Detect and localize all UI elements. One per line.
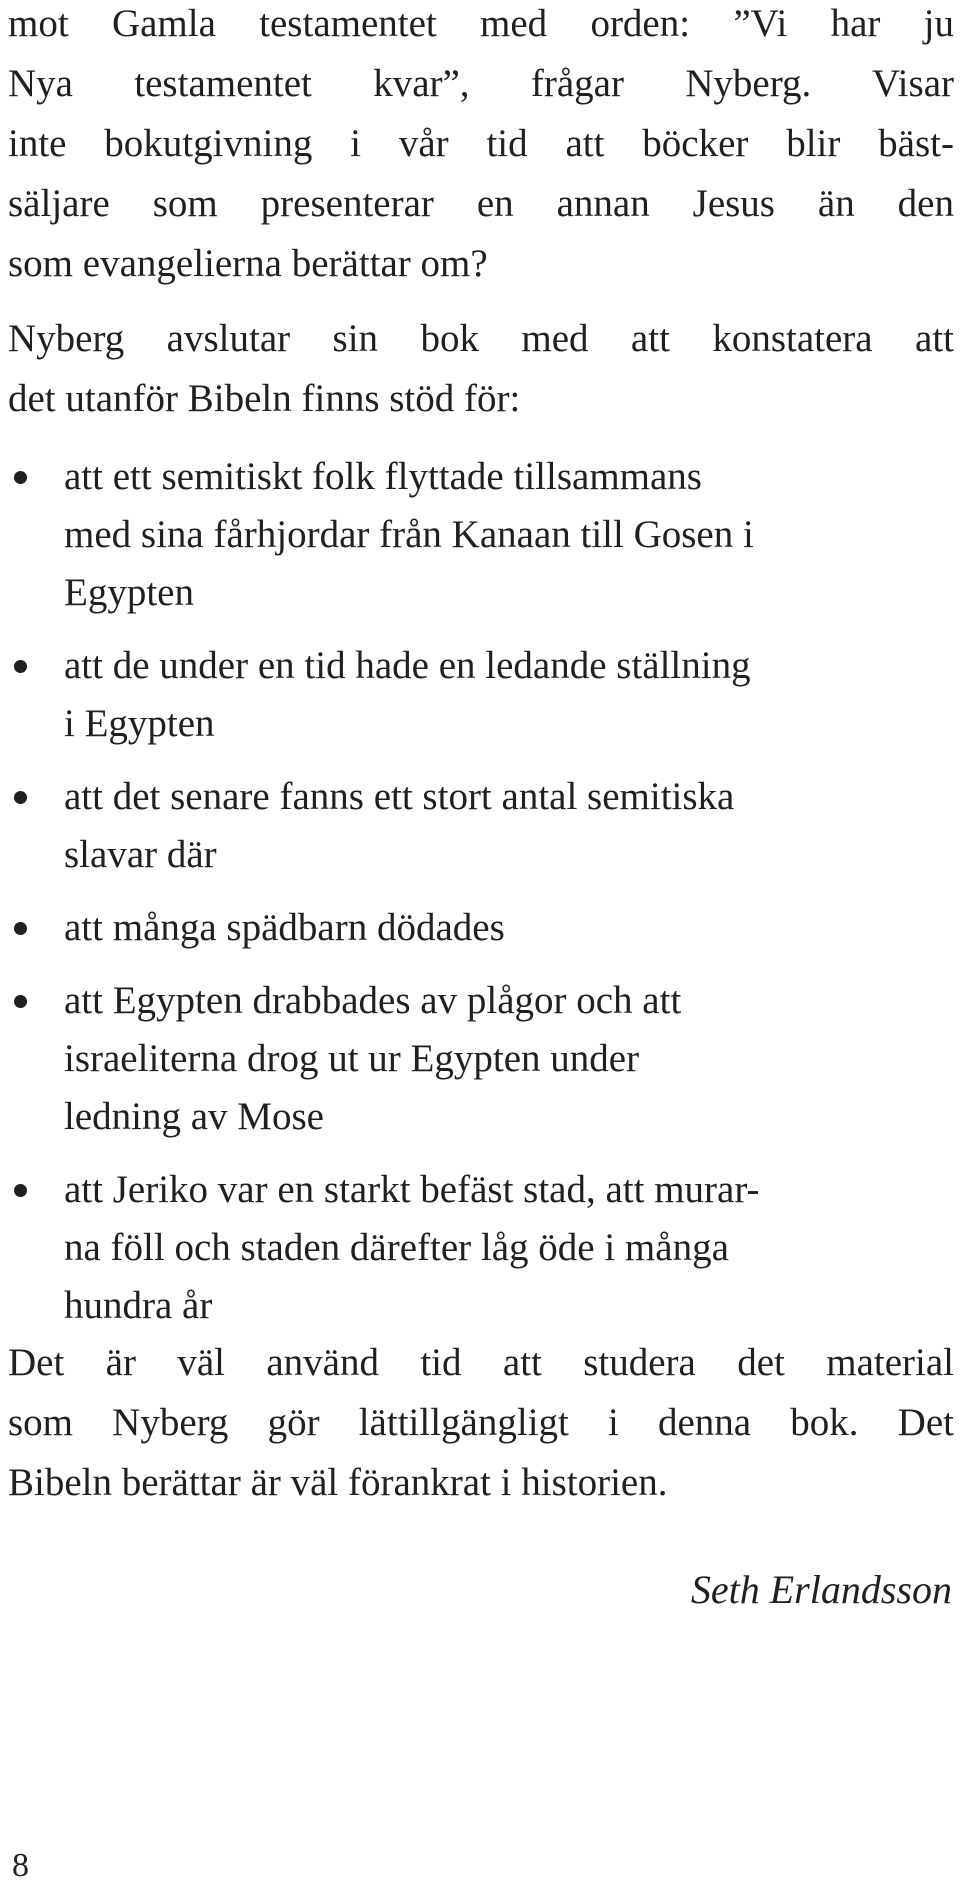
text-line: i Egypten bbox=[64, 702, 215, 745]
text-line: ledning av Mose bbox=[64, 1095, 324, 1138]
author-signature: Seth Erlandsson bbox=[690, 1567, 952, 1612]
intro-paragraph bbox=[8, 0, 954, 294]
text-line: med sina fårhjordar från Kanaan till Gosen i bbox=[64, 513, 754, 556]
text-line: mot Gamla testamentet med orden: ”Vi har ju bbox=[8, 2, 954, 45]
text-line: att Jeriko var en starkt befäst stad, att murar- bbox=[64, 1168, 760, 1211]
list-item bbox=[8, 768, 954, 884]
bullet-icon bbox=[14, 660, 27, 673]
bullet-icon bbox=[14, 995, 27, 1008]
text-line: att det senare fanns ett stort antal semitiska bbox=[64, 775, 735, 818]
text-line: som Nyberg gör lättillgängligt i denna bok. Det bbox=[8, 1401, 954, 1444]
text-line: slavar där bbox=[64, 833, 217, 876]
list-item bbox=[8, 637, 954, 753]
text-line: att de under en tid hade en ledande ställning bbox=[64, 644, 751, 687]
text-line: inte bokutgivning i vår tid att böcker blir bäst- bbox=[8, 122, 954, 165]
bullet-icon bbox=[14, 471, 27, 484]
text-line: na föll och staden därefter låg öde i många bbox=[64, 1226, 729, 1269]
text-line: israeliterna drog ut ur Egypten under bbox=[64, 1037, 640, 1080]
evidence-bullet-list bbox=[8, 448, 954, 1335]
text-line: Nya testamentet kvar”, frågar Nyberg. Visar bbox=[8, 62, 954, 105]
list-item bbox=[8, 899, 954, 957]
text-line: hundra år bbox=[64, 1284, 213, 1327]
document-page bbox=[8, 0, 954, 1904]
text-line: Bibeln berättar är väl förankrat i historien. bbox=[8, 1461, 668, 1504]
text-line: som evangelierna berättar om? bbox=[8, 242, 488, 285]
page-number: 8 bbox=[12, 1847, 29, 1884]
list-item bbox=[8, 972, 954, 1146]
list-item bbox=[8, 1161, 954, 1335]
text-line: Egypten bbox=[64, 571, 194, 614]
bullet-icon bbox=[14, 922, 27, 935]
text-line: Nyberg avslutar sin bok med att konstatera att bbox=[8, 317, 954, 360]
bullet-icon bbox=[14, 791, 27, 804]
text-line: Det är väl använd tid att studera det material bbox=[8, 1341, 954, 1384]
text-line: säljare som presenterar en annan Jesus än den bbox=[8, 182, 954, 225]
text-line: att många spädbarn dödades bbox=[64, 906, 505, 949]
closing-paragraph bbox=[8, 1333, 954, 1513]
text-line: det utanför Bibeln finns stöd för: bbox=[8, 377, 521, 420]
second-paragraph bbox=[8, 309, 954, 429]
list-item bbox=[8, 448, 954, 622]
bullet-icon bbox=[14, 1184, 27, 1197]
text-line: att Egypten drabbades av plågor och att bbox=[64, 979, 682, 1022]
text-line: att ett semitiskt folk flyttade tillsammans bbox=[64, 455, 702, 498]
